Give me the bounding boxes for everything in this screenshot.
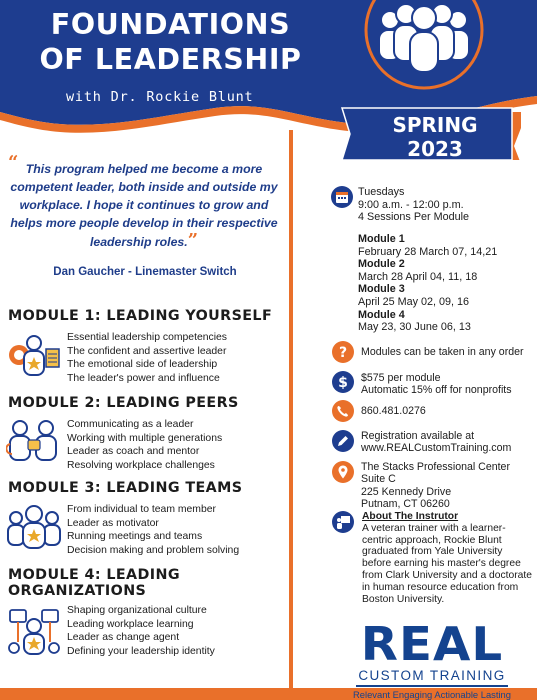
list-item: Resolving workplace challenges — [67, 460, 215, 472]
list-item: From individual to team member — [67, 504, 216, 515]
phone-number[interactable]: 860.481.0276 — [361, 405, 426, 417]
module-label: Module 2 — [358, 258, 405, 271]
logo-divider — [356, 685, 508, 687]
list-item: Decision making and problem solving — [67, 545, 240, 557]
column-divider — [289, 130, 293, 700]
list-item: The emotional side of leadership — [67, 359, 218, 371]
list-item: Shaping organizational culture — [67, 605, 207, 616]
list-item: Leader as coach and mentor — [67, 446, 200, 458]
module-4-title: MODULE 4: LEADING ORGANIZATIONS — [8, 567, 180, 599]
list-item: Leader as change agent — [67, 632, 180, 644]
people-group-icon — [362, 0, 487, 92]
page-title: FOUNDATIONS OF LEADERSHIP — [39, 8, 302, 76]
module-1-topics — [67, 331, 227, 386]
testimonial-attribution: Dan Gaucher - Linemaster Switch — [53, 266, 237, 278]
list-item: Working with multiple generations — [67, 432, 223, 444]
page-subtitle: with Dr. Rockie Blunt — [66, 89, 254, 105]
real-custom-training-logo: REAL CUSTOM TRAINING Relevant Engaging Actionable Lasting — [353, 617, 511, 700]
list-item: The leader's power and influence — [67, 373, 220, 385]
schedule-block: Tuesdays 9:00 a.m. - 12:00 p.m. 4 Sessions Per Module — [358, 186, 470, 223]
team-icon — [6, 504, 62, 550]
list-item: Running meetings and teams — [67, 531, 203, 543]
module-dates: Module 1 February 28 March 07, 14,21 Module 2 March 28 April 04, 11, 18 Module 3 April 25 May 02, 09, 16 Module 4 May 23, 30 June 06, 13 — [358, 233, 498, 334]
season-badge: SPRING 2023 — [392, 113, 478, 161]
module-3-title: MODULE 3: LEADING TEAMS — [8, 480, 243, 496]
venue-address: The Stacks Professional Center Suite C 225 Kennedy Drive Putnam, CT 06260 — [361, 461, 510, 510]
phone-icon — [332, 400, 354, 422]
question-icon — [332, 341, 354, 363]
location-pin-icon — [332, 461, 354, 483]
registration: Registration available at www.REALCustomTraining.com — [361, 430, 512, 455]
list-item: Essential leadership competencies — [67, 332, 227, 343]
list-item: Leading workplace learning — [67, 618, 194, 630]
module-2-topics — [67, 418, 222, 473]
module-1-title: MODULE 1: LEADING YOURSELF — [8, 308, 273, 324]
close-quote-icon: ” — [187, 230, 199, 251]
module-label: Module 1 — [358, 233, 405, 245]
instructor-heading: About The Instrutor — [362, 511, 459, 522]
calendar-icon — [331, 186, 353, 208]
module-label: Module 4 — [358, 308, 405, 321]
module-3-topics — [67, 503, 239, 558]
dollar-icon — [332, 371, 354, 393]
website-link[interactable]: www.REALCustomTraining.com — [361, 442, 512, 455]
leader-self-icon — [6, 333, 62, 379]
testimonial-quote: “ This program helped me become a more competent leader, both inside and outside my workplace. I hope it continues to grow and helps more people develop in their respective leadership roles.” — [8, 152, 278, 251]
svg-text:$: $ — [338, 375, 348, 391]
list-item: Leader as motivator — [67, 517, 159, 529]
list-item: The confident and assertive leader — [67, 345, 227, 357]
list-item: Communicating as a leader — [67, 419, 194, 430]
pencil-icon — [332, 430, 354, 452]
peers-icon — [6, 418, 62, 464]
presenter-icon — [332, 511, 354, 533]
svg-text:?: ? — [338, 345, 348, 361]
module-label: Module 3 — [358, 283, 405, 296]
any-order-note: Modules can be taken in any order — [361, 346, 524, 358]
module-4-topics — [67, 604, 215, 659]
list-item: Defining your leadership identity — [67, 646, 215, 658]
module-2-title: MODULE 2: LEADING PEERS — [8, 395, 239, 411]
pricing: $575 per module Automatic 15% off for nonprofits — [361, 372, 512, 397]
instructor-bio: About The Instrutor A veteran trainer with a learner-centric approach, Rockie Blunt graduated from Yale University before earning his master's degree from Clark University and a doctorate in human resource education from Boston University. — [362, 511, 534, 605]
organization-icon — [6, 606, 62, 658]
open-quote-icon: “ — [8, 152, 19, 173]
